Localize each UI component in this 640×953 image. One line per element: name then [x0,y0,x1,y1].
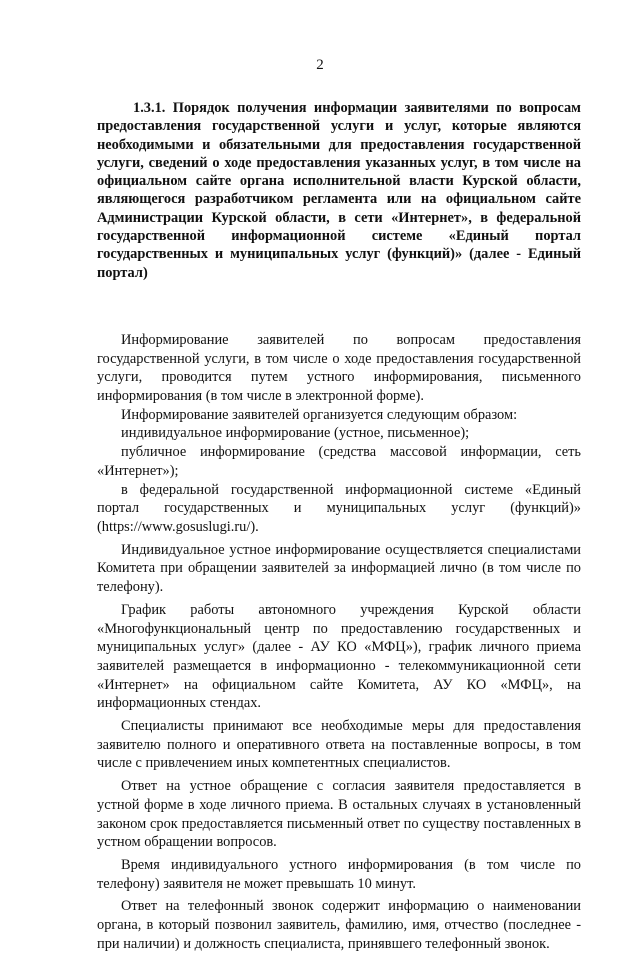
page-content [97,99,581,953]
paragraph-oral-informing: Индивидуальное устное информирование осуществляется специалистами Комитета при обращении заявителей за информацией лично (в том числе по телефону). [97,541,581,596]
paragraph-phone-response: Ответ на телефонный звонок содержит информацию о наименовании органа, в который позвонил заявитель, фамилию, имя, отчество (последнее - при наличии) и должность специалиста, принявшего телефонный звонок. [97,898,581,952]
paragraph-unified-portal: в федеральной государственной информационной системе «Единый портал государственных и муниципальных услуг (функций)» (https://www.gosuslugi.ru/). [97,481,581,535]
paragraph-oral-response: Ответ на устное обращение с согласия заявителя предоставляется в устной форме в ходе личного приема. В остальных случаях в установленный законом срок предоставляется письменный ответ по существу поставленных в устном обращении вопросов. [97,778,581,851]
paragraph-informing-methods: Информирование заявителей по вопросам предоставления государственной услуги, в том числе о ходе предоставления государственной услуги, проводится путем устного информирования, письменного информирования (в том числе в электронной форме). [97,331,581,405]
paragraph-work-schedule: График работы автономного учреждения Курской области «Многофункциональный центр по предоставлению государственных и муниципальных услуг» (далее - АУ КО «МФЦ»), график личного приема заявителей размещается в информационно - телекоммуникационной сети «Интернет» на официальном сайте Комитета, АУ КО «МФЦ», на информационных стендах. [97,601,581,712]
section-heading: 1.3.1. Порядок получения информации заявителями по вопросам предоставления государственной услуги и услуг, которые являются необходимыми и обязательными для предоставления государственной услуги, сведений о ходе предоставления указанных услуг, в том числе на официальном сайте органа исполнительной власти Курской области, являющегося разработчиком регламента или на официальном сайте Администрации Курской области, в сети «Интернет», в федеральной государственной информационной системе «Единый портал государственных и муниципальных услуг (функций)» (далее - Единый портал) [97,100,581,281]
paragraph-specialists-measures: Специалисты принимают все необходимые меры для предоставления заявителю полного и оперативного ответа на поставленные вопросы, в том числе с привлечением иных компетентных специалистов. [97,718,581,772]
paragraph-public-informing: публичное информирование (средства массовой информации, сеть «Интернет»); [97,444,581,479]
paragraph-informing-time: Время индивидуального устного информирования (в том числе по телефону) заявителя не может превышать 10 минут. [97,856,581,892]
page-number: 2 [316,57,324,73]
paragraph-individual-informing: индивидуальное информирование (устное, письменное); [121,425,470,442]
paragraph-informing-organization: Информирование заявителей организуется следующим образом: [121,406,518,423]
